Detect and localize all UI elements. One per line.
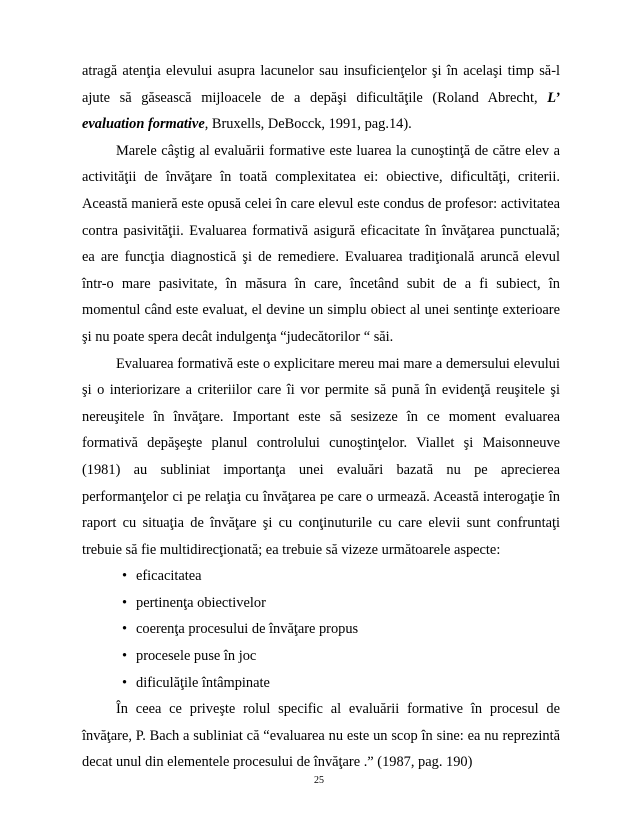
list-item — [116, 670, 560, 697]
list-item — [116, 590, 560, 617]
page-number: 25 — [314, 775, 324, 786]
page-body — [82, 58, 560, 776]
list-item-text: eficacitatea — [136, 568, 202, 585]
citation-title: L’ evaluation formative — [82, 89, 560, 133]
paragraph-3: Evaluarea formativă este o explicitare mereu mai mare a demersului elevului şi o interiorizare a criteriilor care îi vor permite să pună în evidenţă reuşitele şi nereuşitele în învăţare. Important este să sesizeze în ce moment evaluarea formativă depăşeşte planul controlului cunoştinţelor. Viallet şi Maisonneuve (1981) au subliniat importanţa unei evaluări bazată nu pe aprecierea performanţelor ci pe relaţia cu învăţarea pe care o urmează. Această interogaţie în raport cu situaţia de învăţare şi cu conţinuturile cu care elevii sunt confruntaţi trebuie să fie multidirecţionată; ea trebuie să vizeze următoarele aspecte: — [82, 355, 560, 558]
paragraph-2: Marele câştig al evaluării formative este luarea la cunoştinţă de către elev a activităţii de învăţare în toată complexitatea ei: obiective, dificultăţi, criterii. Această manieră este opusă celei în care elevul este condus de profesor: activitatea contra pasivităţii. Evaluarea formativă asigură eficacitate în învăţarea punctuală; ea are funcţia diagnostică şi de remediere. Evaluarea tradiţională aruncă elevul într-o mare pasivitate, în măsura în care, încetând subit de a fi subiect, în momentul când este evaluat, el devine un simplu obiect al unei sentinţe exterioare şi nu poate spera decât indulgenţa “judecătorilor “ săi. — [82, 142, 560, 345]
list-item — [116, 616, 560, 643]
paragraph-4: În ceea ce priveşte rolul specific al evaluării formative în procesul de învăţare, P. Bach a subliniat că “evaluarea nu este un scop în sine: ea nu reprezintă decat unul din elementele procesului de învăţare .” (1987, pag. 190) — [82, 701, 560, 771]
paragraph-1-text: atragă atenţia elevului asupra lacunelor sau insuficienţelor şi în acelaşi timp să-l ajute să găsească mijloacele de a depăşi dificultăţile (Roland Abrecht, — [82, 63, 560, 106]
aspects-list — [82, 563, 560, 696]
bullet-icon: • — [122, 594, 128, 611]
list-item-text: procesele puse în joc — [136, 648, 257, 665]
bullet-icon: • — [122, 568, 128, 585]
bullet-icon: • — [122, 674, 128, 691]
bullet-icon: • — [122, 648, 128, 665]
paragraph-1-citation-rest: , Bruxells, DeBocck, 1991, pag.14). — [204, 116, 412, 133]
list-item — [116, 563, 560, 590]
list-item-text: dificulăţile întâmpinate — [136, 674, 270, 691]
list-item-text: coerenţa procesului de învăţare propus — [136, 621, 359, 638]
list-item-text: pertinenţa obiectivelor — [136, 594, 266, 611]
bullet-icon: • — [122, 621, 128, 638]
list-item — [116, 643, 560, 670]
paragraph-continuation — [82, 58, 560, 138]
